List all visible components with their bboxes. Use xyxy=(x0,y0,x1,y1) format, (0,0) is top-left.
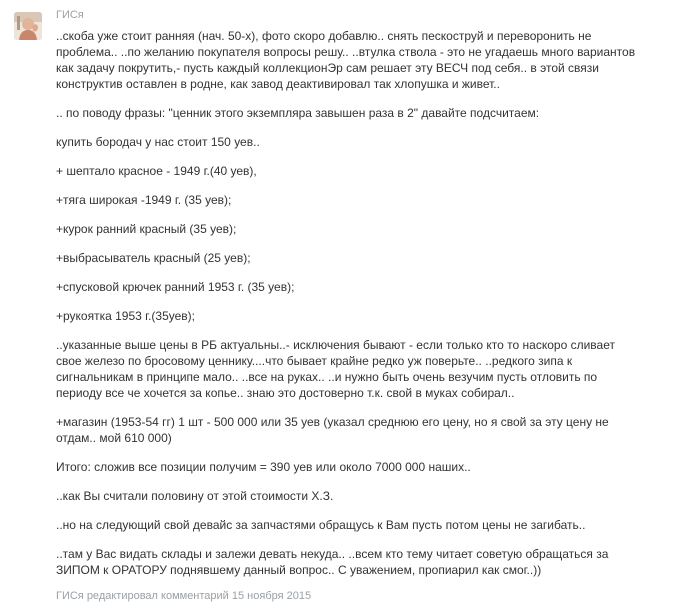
comment-paragraph: ..указанные выше цены в РБ актуальны..- исключения бывают - если только кто то наскоро сливает свое железо по бросовому ценнику....что бывает крайне редко уж поверьте.. ..редкого зипа к сигнальникам в принципе мало.. ..все на руках.. ..и нужно быть очень везучим пусть отловить по периоду все че хочется за копье.. знаю это достоверно т.к. свой в мукаx собирал.. xyxy=(56,338,615,400)
avatar[interactable] xyxy=(14,12,42,40)
comment-paragraph: +магазин (1953-54 гг) 1 шт - 500 000 или 35 уев (указал среднюю его цену, но я свой за эту цену не отдам.. мой 610 000) xyxy=(56,415,609,445)
comment-author[interactable]: ГИСя xyxy=(56,9,84,21)
comment-paragraph: +тяга широкая -1949 г. (35 уев); xyxy=(56,193,232,207)
comment-paragraph: .. по поводу фразы: "ценник этого экземпляра завышен раза в 2" давайте подсчитаем: xyxy=(56,106,540,120)
comment-paragraph: ..как Вы считали половину от этой стоимости Х.З. xyxy=(56,489,334,503)
comment-paragraph: + шептало красное - 1949 г.(40 уев), xyxy=(56,164,257,178)
comment-paragraph: ..но на следующий свой девайс за запчастями обращусь к Вам пусть потом цены не загибать.. xyxy=(56,518,586,532)
comment-paragraph: +спусковой крючек ранний 1953 г. (35 уев); xyxy=(56,280,295,294)
user-avatar-icon xyxy=(14,12,42,40)
edited-note-text: ГИСя редактировал комментарий 15 ноября 2015 xyxy=(56,590,312,602)
comment-paragraph: ..там у Вас видать склады и залежи девать некуда.. ..всем кто тему читает советую обращаться за ЗИПОМ к ОРАТОРУ поднявшему данный вопрос.. С уважением, пропиарил как смог..)) xyxy=(56,547,609,577)
comment-paragraph: Итого: сложив все позиции получим = 390 уев или около 7000 000 наших.. xyxy=(56,460,471,474)
comment-paragraph: купить бородач у нас стоит 150 уев.. xyxy=(56,135,260,149)
comment-paragraph: +курок ранний красный (35 уев); xyxy=(56,222,237,236)
comment-paragraph: ..скоба уже стоит ранняя (нач. 50-х), фото скоро добавлю.. снять пескоструй и переворонить не проблема.. ..по желанию покупателя вопросы решу.. ..втулка ствола - это не угадаешь много вариантов как задачу покрутить,- пусть каждый коллекционЭр сам решает эту ВЕСЧ под себя.. в этой связи конструктив оставлен в родне, как завод деактивировал так хлопушка и живет.. xyxy=(56,29,636,91)
comment-paragraph: +рукоятка 1953 г.(35уев); xyxy=(56,309,195,323)
comment-paragraph: +выбрасыватель красный (25 уев); xyxy=(56,251,251,265)
comment-body xyxy=(56,28,641,591)
edited-note xyxy=(56,590,311,602)
